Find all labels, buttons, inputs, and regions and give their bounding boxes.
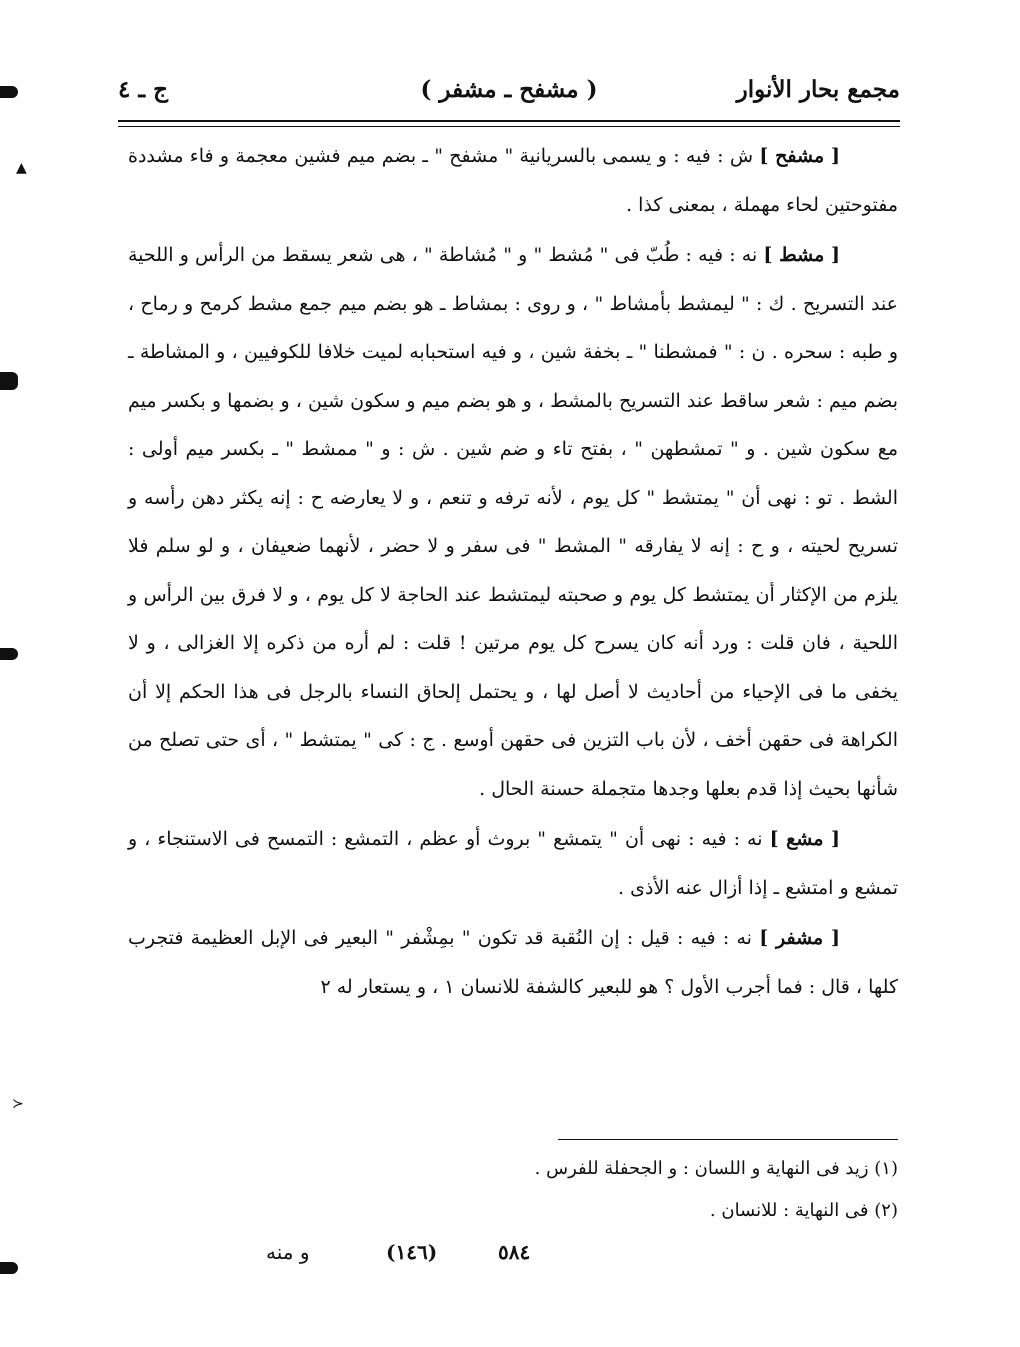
header-rule-thin	[118, 126, 900, 127]
entry-term: [ مشفح ]	[759, 145, 840, 167]
footnote-2: (٢) فى النهاية : للانسان .	[709, 1200, 898, 1221]
entry-range: ( مشفح ـ مشفر )	[420, 76, 598, 103]
entry-text: نه : فيه : قيل : إن النُقبة قد تكون " بمِشْفر " البعير فى الإبل العظيمة فتجرب كلها ، قال : فما أجرب الأول ؟ هو للبعير كالشفة للانسان ١ ، و يستعار له ٢	[128, 927, 898, 998]
original-page-number: (١٤٦)	[386, 1240, 438, 1264]
running-header	[118, 72, 900, 112]
entry-mushfah	[128, 132, 898, 229]
entry-text: ش : فيه : و يسمى بالسريانية " مشفح " ـ بضم ميم فشين معجمة و فاء مشددة مفتوحتين لحاء مهملة ، بمعنى كذا .	[128, 145, 898, 216]
catchword: و منه	[266, 1240, 310, 1264]
page-number: ٥٨٤	[498, 1240, 531, 1264]
dictionary-entries	[128, 132, 898, 1011]
footnotes	[300, 1148, 898, 1232]
entry-term: [ مشع ]	[769, 828, 840, 850]
scan-margin-mark	[0, 648, 18, 660]
footnote-1: (١) زيد فى النهاية و اللسان : و الجحفلة للفرس .	[534, 1158, 898, 1179]
entry-mushat	[128, 231, 898, 813]
entry-text: نه : فيه : طُبّ فى " مُشط " و " مُشاطة " ، هى شعر يسقط من الرأس و اللحية عند التسريح . ك : " ليمشط بأمشاط " ، و روى : بمشاط ـ هو بضم ميم جمع مشط كرمح و رماح ، و طبه : سحره . ن : " فمشطنا " ـ بخفة شين ، و فيه استحبابه لميت خلافا للكوفيين ، و المشاطة ـ بضم ميم : شعر ساقط عند التسريح بالمشط ، و هو بضم ميم و سكون شين ، و بضمها و بكسر ميم مع سكون شين . و " تمشطهن " ، بفتح تاء و ضم شين . ش : و " ممشط " ـ بكسر ميم أولى : الشط . تو : نهى أن " يمتشط " كل يوم ، لأنه ترفه و تنعم ، و لا يعارضه ح : إنه يكثر دهن رأسه و تسريح لحيته ، و ح : إنه لا يفارقه " المشط " فى سفر و لا حضر ، لأنهما ضعيفان ، و لو سلم فلا يلزم من الإكثار أن يمتشط كل يوم و صحبته ليمتشط عند الحاجة لا كل يوم ، و لا فرق بين الرأس و اللحية ، فان قلت : ورد أنه كان يسرح كل يوم مرتين ! قلت : لم أره من ذكره إلا الغزالى ، و لا يخفى ما فى الإحياء من أحاديث لا أصل لها ، و يحتمل إلحاق النساء بالرجل فى هذا الحكم إلا أن الكراهة فى حقهن أخف ، لأن باب التزين فى حقهن أوسع . ج : كى " يمتشط " ، أى حتى تصلح من شأنها بحيث إذا قدم بعلها وجدها متجملة حسنة الحال .	[128, 244, 898, 800]
scan-margin-mark	[0, 1262, 18, 1274]
entry-term: [ مشفر ]	[759, 927, 841, 949]
header-rule-thick	[118, 120, 900, 122]
entry-mishfar	[128, 914, 898, 1011]
scan-margin-mark	[0, 86, 18, 98]
page-footer	[118, 1240, 900, 1280]
footnote-rule	[558, 1139, 898, 1140]
entry-mushaa	[128, 815, 898, 912]
scan-margin-speck: ▲	[16, 160, 27, 176]
entry-text: نه : فيه : نهى أن " يتمشع " بروث أو عظم ، التمشع : التمسح فى الاستنجاء ، و تمشع و امتشع ـ إذا أزال عنه الأذى .	[128, 828, 898, 899]
scan-margin-mark	[0, 372, 18, 390]
volume-label: ج ـ ٤	[118, 76, 168, 103]
book-title: مجمع بحار الأنوار	[736, 76, 900, 103]
entry-term: [ مشط ]	[763, 244, 840, 266]
scan-margin-speck: ≻	[12, 1096, 24, 1112]
